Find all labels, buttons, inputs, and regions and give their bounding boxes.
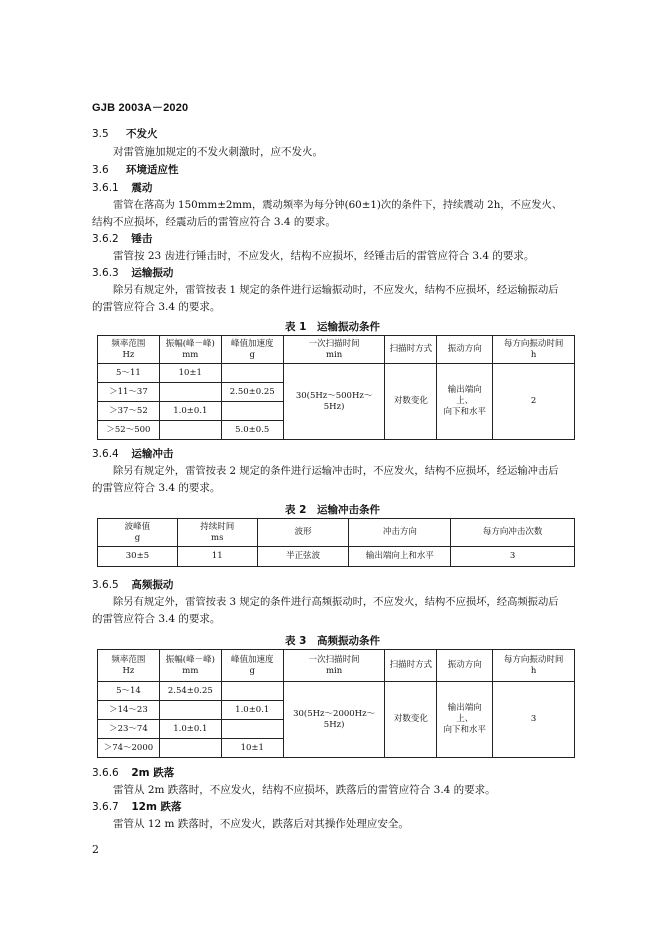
header-cell: 波形 (257, 519, 349, 547)
table-cell: 输出端向上、 向下和水平 (437, 364, 493, 440)
table-cell (159, 421, 221, 440)
header-cell: 振幅(峰－峰) mm (159, 336, 221, 364)
section-3-6-2-heading: 3.6.2 锤击 (92, 233, 153, 245)
section-3-6-7-text: 雷管从 12 m 跌落时，不应发火，跌落后对其操作处理应安全。 (113, 818, 409, 830)
table-header-row (98, 336, 575, 364)
header-cell: 峰值加速度 g (221, 650, 283, 682)
table-cell: 10±1 (221, 739, 283, 758)
table-cell: 输出端向上、 向下和水平 (437, 682, 493, 758)
section-3-5-heading: 3.5 不发火 (92, 128, 158, 140)
header-cell: 频率范围 Hz (98, 336, 160, 364)
section-3-6-1-heading: 3.6.1 震动 (92, 182, 153, 194)
table-cell: ＞74～2000 (98, 739, 160, 758)
table-cell: ＞37～52 (98, 402, 160, 421)
header-cell: 振动方向 (437, 336, 493, 364)
section-3-5-text: 对雷管施加规定的不发火刺激时，应不发火。 (113, 146, 323, 158)
table-3-caption: 表 3 高频振动条件 (285, 635, 380, 647)
table-row (98, 547, 575, 567)
header-cell: 振幅(峰－峰) mm (159, 650, 221, 682)
section-3-6-4-heading: 3.6.4 运输冲击 (92, 448, 174, 460)
header-cell: 扫描时方式 (385, 336, 437, 364)
table-cell: ＞11～37 (98, 383, 160, 402)
header-cell: 峰值加速度 g (221, 336, 283, 364)
section-3-6-4-line1: 除另有规定外，雷管按表 2 规定的条件进行运输冲击时，不应发火，结构不应损坏，经运输冲击后 (113, 465, 559, 477)
table-cell: 2.50±0.25 (221, 383, 283, 402)
table-cell: ＞23～74 (98, 720, 160, 739)
section-3-6-6-heading: 3.6.6 2m 跌落 (92, 767, 175, 779)
table-cell: 1.0±0.1 (159, 402, 221, 421)
table-cell: 对数变化 (385, 682, 437, 758)
section-3-6-3-heading: 3.6.3 运输振动 (92, 267, 174, 279)
section-3-6-5-heading: 3.6.5 高频振动 (92, 579, 174, 591)
table-cell: 输出端向上和水平 (349, 547, 451, 567)
table-1-transport-vibration (97, 335, 575, 440)
table-cell: 30(5Hz～500Hz～5Hz) (283, 364, 385, 440)
section-3-6-3-line2: 的雷管应符合 3.4 的要求。 (92, 301, 221, 313)
table-cell: 5～14 (98, 682, 160, 701)
table-3-high-frequency-vibration (97, 649, 575, 758)
table-cell: 5～11 (98, 364, 160, 383)
section-3-6-heading: 3.6 环境适应性 (92, 164, 179, 176)
header-cell: 每方向振动时间 h (493, 336, 575, 364)
table-cell: 1.0±0.1 (221, 701, 283, 720)
table-row (98, 682, 575, 701)
header-cell: 每方向冲击次数 (451, 519, 575, 547)
table-cell: 30±5 (98, 547, 178, 567)
table-cell (221, 402, 283, 421)
table-cell (159, 383, 221, 402)
header-cell: 一次扫描时间 min (283, 336, 385, 364)
section-3-6-5-line1: 除另有规定外，雷管按表 3 规定的条件进行高频振动时，不应发火，结构不应损坏，经高频振动后 (113, 596, 559, 608)
table-cell (159, 739, 221, 758)
header-cell: 振动方向 (437, 650, 493, 682)
table-cell (221, 364, 283, 383)
section-3-6-4-line2: 的雷管应符合 3.4 的要求。 (92, 482, 221, 494)
table-cell: ＞52～500 (98, 421, 160, 440)
header-cell: 频率范围 Hz (98, 650, 160, 682)
table-cell: ＞14～23 (98, 701, 160, 720)
header-cell: 扫描时方式 (385, 650, 437, 682)
table-cell: 3 (493, 682, 575, 758)
table-cell (221, 720, 283, 739)
section-3-6-7-heading: 3.6.7 12m 跌落 (92, 801, 182, 813)
section-3-6-5-line2: 的雷管应符合 3.4 的要求。 (92, 613, 221, 625)
section-3-6-1-line1: 雷管在落高为 150mm±2mm，震动频率为每分钟(60±1)次的条件下，持续震动 2h，不应发火、 (113, 199, 563, 211)
table-1-caption: 表 1 运输振动条件 (285, 321, 380, 333)
header-cell: 每方向振动时间 h (493, 650, 575, 682)
table-cell: 30(5Hz～2000Hz～5Hz) (283, 682, 385, 758)
table-cell: 对数变化 (385, 364, 437, 440)
header-cell: 波峰值 g (98, 519, 178, 547)
table-cell: 2 (493, 364, 575, 440)
table-cell: 半正弦波 (257, 547, 349, 567)
table-cell: 3 (451, 547, 575, 567)
table-header-row (98, 519, 575, 547)
table-cell (159, 701, 221, 720)
table-header-row (98, 650, 575, 682)
header-cell: 持续时间 ms (177, 519, 257, 547)
header-cell: 一次扫描时间 min (283, 650, 385, 682)
table-cell: 5.0±0.5 (221, 421, 283, 440)
table-2-caption: 表 2 运输冲击条件 (285, 504, 380, 516)
table-cell: 10±1 (159, 364, 221, 383)
header-cell: 冲击方向 (349, 519, 451, 547)
standard-header: GJB 2003A－2020 (92, 102, 189, 114)
section-3-6-3-line1: 除另有规定外，雷管按表 1 规定的条件进行运输振动时，不应发火，结构不应损坏，经运输振动后 (113, 284, 559, 296)
table-2-transport-shock (97, 518, 575, 567)
table-row (98, 364, 575, 383)
table-cell: 11 (177, 547, 257, 567)
page-number: 2 (92, 843, 99, 856)
table-cell: 2.54±0.25 (159, 682, 221, 701)
section-3-6-6-text: 雷管从 2m 跌落时，不应发火，结构不应损坏，跌落后的雷管应符合 3.4 的要求。 (113, 784, 496, 796)
section-3-6-2-text: 雷管按 23 齿进行锤击时，不应发火，结构不应损坏，经锤击后的雷管应符合 3.4 的要求。 (113, 250, 535, 262)
section-3-6-1-line2: 结构不应损坏，经震动后的雷管应符合 3.4 的要求。 (92, 216, 336, 228)
table-cell: 1.0±0.1 (159, 720, 221, 739)
table-cell (221, 682, 283, 701)
